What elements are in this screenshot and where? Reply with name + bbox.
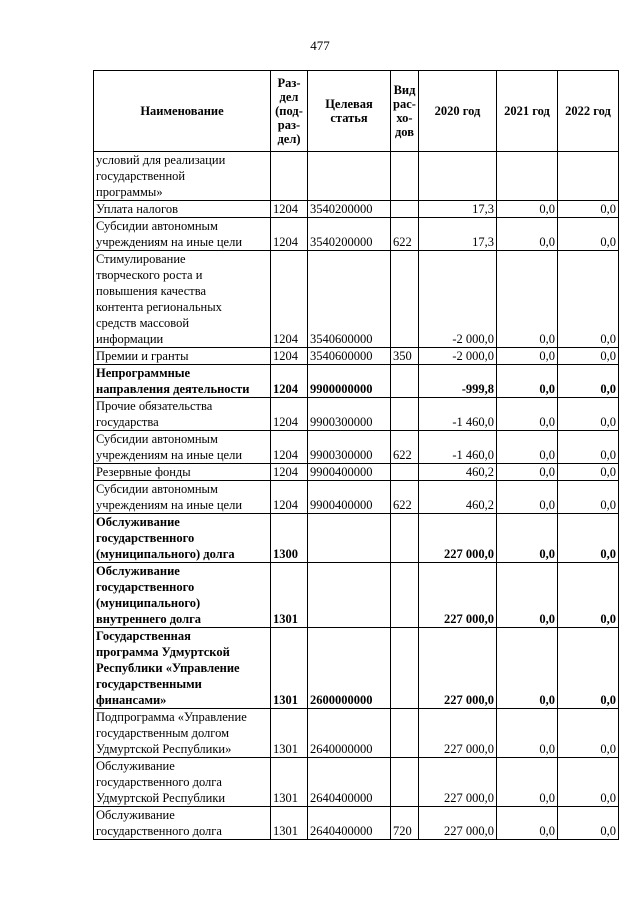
cell-2021: 0,0: [497, 709, 558, 758]
cell-expense-type: [391, 758, 419, 807]
cell-2020: -1 460,0: [419, 398, 497, 431]
cell-2021: 0,0: [497, 807, 558, 840]
cell-target: 9900400000: [308, 464, 391, 481]
table-row: [94, 201, 619, 218]
cell-expense-type: [391, 464, 419, 481]
cell-2022: 0,0: [558, 481, 619, 514]
cell-name: условий для реализации государственной программы»: [94, 152, 271, 201]
cell-target: [308, 514, 391, 563]
cell-section: 1301: [271, 758, 308, 807]
cell-section: 1301: [271, 628, 308, 709]
table-row: [94, 628, 619, 709]
cell-target: 3540600000: [308, 251, 391, 348]
cell-section: 1204: [271, 218, 308, 251]
cell-2020: -2 000,0: [419, 251, 497, 348]
table-row: [94, 758, 619, 807]
cell-expense-type: 622: [391, 431, 419, 464]
cell-2021: 0,0: [497, 218, 558, 251]
header-2020: 2020 год: [419, 71, 497, 152]
cell-2021: 0,0: [497, 481, 558, 514]
cell-2021: 0,0: [497, 348, 558, 365]
cell-2021: 0,0: [497, 758, 558, 807]
cell-name: Государственная программа Удмуртской Республики «Управление государственными финансами»: [94, 628, 271, 709]
cell-2020: 227 000,0: [419, 563, 497, 628]
cell-2022: 0,0: [558, 807, 619, 840]
cell-name: Обслуживание государственного (муниципального) долга: [94, 514, 271, 563]
cell-2021: [497, 152, 558, 201]
table-row: [94, 514, 619, 563]
cell-expense-type: [391, 152, 419, 201]
cell-2022: 0,0: [558, 464, 619, 481]
cell-2022: 0,0: [558, 365, 619, 398]
cell-2022: 0,0: [558, 758, 619, 807]
table-row: [94, 709, 619, 758]
cell-expense-type: 720: [391, 807, 419, 840]
cell-2020: -2 000,0: [419, 348, 497, 365]
cell-target: 9900300000: [308, 398, 391, 431]
cell-target: 2640400000: [308, 758, 391, 807]
cell-target: 9900300000: [308, 431, 391, 464]
cell-name: Субсидии автономным учреждениям на иные цели: [94, 218, 271, 251]
cell-2022: 0,0: [558, 514, 619, 563]
cell-expense-type: [391, 201, 419, 218]
cell-2020: 227 000,0: [419, 514, 497, 563]
cell-name: Субсидии автономным учреждениям на иные цели: [94, 481, 271, 514]
cell-expense-type: [391, 514, 419, 563]
cell-expense-type: [391, 709, 419, 758]
cell-2020: [419, 152, 497, 201]
cell-name: Обслуживание государственного (муниципального) внутреннего долга: [94, 563, 271, 628]
cell-section: 1301: [271, 563, 308, 628]
cell-section: 1300: [271, 514, 308, 563]
table-row: [94, 152, 619, 201]
cell-2021: 0,0: [497, 514, 558, 563]
cell-section: 1204: [271, 431, 308, 464]
cell-2020: 460,2: [419, 464, 497, 481]
table-header-row: [94, 71, 619, 152]
cell-target: [308, 563, 391, 628]
cell-2022: 0,0: [558, 709, 619, 758]
cell-section: 1204: [271, 464, 308, 481]
cell-expense-type: [391, 563, 419, 628]
cell-expense-type: [391, 628, 419, 709]
cell-target: 3540600000: [308, 348, 391, 365]
cell-section: 1301: [271, 807, 308, 840]
cell-2020: 17,3: [419, 201, 497, 218]
table-row: [94, 348, 619, 365]
cell-2022: 0,0: [558, 251, 619, 348]
cell-expense-type: 622: [391, 218, 419, 251]
cell-2020: -1 460,0: [419, 431, 497, 464]
cell-2022: 0,0: [558, 218, 619, 251]
cell-name: Уплата налогов: [94, 201, 271, 218]
cell-expense-type: [391, 365, 419, 398]
cell-section: 1204: [271, 365, 308, 398]
cell-target: 3540200000: [308, 218, 391, 251]
table-row: [94, 365, 619, 398]
cell-2022: 0,0: [558, 201, 619, 218]
cell-2021: 0,0: [497, 398, 558, 431]
cell-name: Субсидии автономным учреждениям на иные цели: [94, 431, 271, 464]
table-row: [94, 398, 619, 431]
cell-2020: 227 000,0: [419, 758, 497, 807]
cell-section: 1204: [271, 348, 308, 365]
cell-expense-type: [391, 251, 419, 348]
cell-name: Прочие обязательства государства: [94, 398, 271, 431]
header-2021: 2021 год: [497, 71, 558, 152]
header-target: Целевая статья: [308, 71, 391, 152]
table-body: [94, 152, 619, 840]
cell-2020: -999,8: [419, 365, 497, 398]
cell-2020: 227 000,0: [419, 628, 497, 709]
cell-target: 2600000000: [308, 628, 391, 709]
cell-name: Стимулирование творческого роста и повышения качества контента региональных средств массовой информации: [94, 251, 271, 348]
cell-expense-type: 622: [391, 481, 419, 514]
cell-2022: 0,0: [558, 563, 619, 628]
cell-name: Подпрограмма «Управление государственным долгом Удмуртской Республики»: [94, 709, 271, 758]
cell-2022: 0,0: [558, 348, 619, 365]
cell-target: [308, 152, 391, 201]
cell-2021: 0,0: [497, 563, 558, 628]
cell-2021: 0,0: [497, 201, 558, 218]
cell-section: 1204: [271, 398, 308, 431]
cell-name: Резервные фонды: [94, 464, 271, 481]
cell-section: 1204: [271, 251, 308, 348]
cell-section: [271, 152, 308, 201]
cell-target: 9900400000: [308, 481, 391, 514]
cell-expense-type: [391, 398, 419, 431]
cell-expense-type: 350: [391, 348, 419, 365]
cell-target: 2640400000: [308, 807, 391, 840]
cell-section: 1204: [271, 481, 308, 514]
table-row: [94, 431, 619, 464]
cell-target: 9900000000: [308, 365, 391, 398]
cell-2022: 0,0: [558, 398, 619, 431]
table-row: [94, 481, 619, 514]
table-row: [94, 464, 619, 481]
cell-target: 3540200000: [308, 201, 391, 218]
table-row: [94, 218, 619, 251]
cell-2022: 0,0: [558, 431, 619, 464]
cell-2020: 17,3: [419, 218, 497, 251]
header-expense-type: Вид рас- хо- дов: [391, 71, 419, 152]
cell-2022: [558, 152, 619, 201]
cell-name: Непрограммные направления деятельности: [94, 365, 271, 398]
cell-section: 1204: [271, 201, 308, 218]
cell-2021: 0,0: [497, 628, 558, 709]
cell-section: 1301: [271, 709, 308, 758]
cell-2021: 0,0: [497, 464, 558, 481]
cell-2021: 0,0: [497, 251, 558, 348]
cell-2020: 460,2: [419, 481, 497, 514]
table-row: [94, 251, 619, 348]
header-name: Наименование: [94, 71, 271, 152]
cell-name: Обслуживание государственного долга: [94, 807, 271, 840]
cell-2020: 227 000,0: [419, 709, 497, 758]
page-number: 477: [310, 38, 330, 53]
cell-2021: 0,0: [497, 431, 558, 464]
budget-table: [93, 70, 619, 840]
table-row: [94, 807, 619, 840]
cell-name: Премии и гранты: [94, 348, 271, 365]
header-2022: 2022 год: [558, 71, 619, 152]
cell-2022: 0,0: [558, 628, 619, 709]
cell-2020: 227 000,0: [419, 807, 497, 840]
cell-2021: 0,0: [497, 365, 558, 398]
cell-name: Обслуживание государственного долга Удмуртской Республики: [94, 758, 271, 807]
cell-target: 2640000000: [308, 709, 391, 758]
table-row: [94, 563, 619, 628]
header-section: Раз- дел (под- раз- дел): [271, 71, 308, 152]
